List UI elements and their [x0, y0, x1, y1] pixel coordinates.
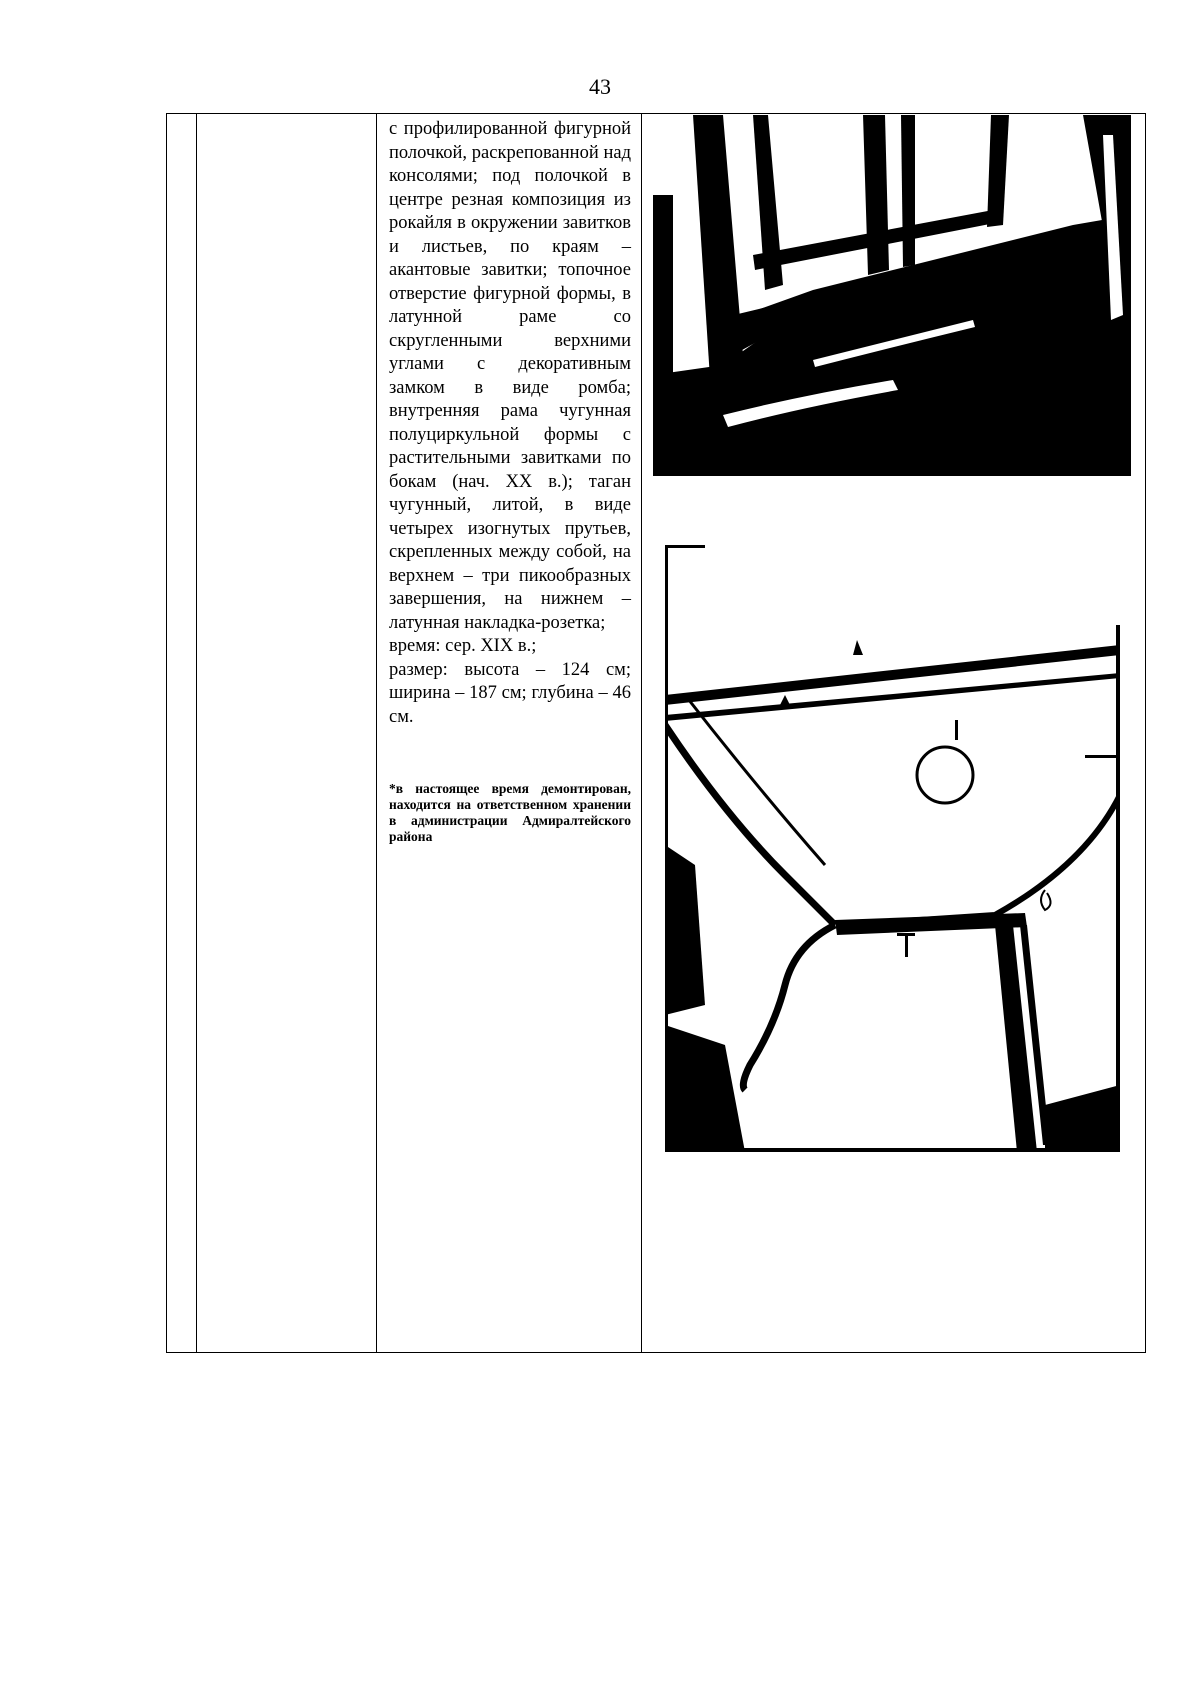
window-sill-photo	[653, 115, 1131, 476]
description-date: время: сер. XIX в.;	[389, 636, 537, 656]
name-cell	[197, 114, 377, 1353]
storage-note: *в настоящее время демонтирован, находится на ответственном хранении в администрации Адмиралтейского района	[389, 781, 631, 844]
ceiling-corner-photo	[665, 545, 1120, 1152]
description-cell	[377, 114, 642, 1353]
description-paragraph: с профилированной фигурной полочкой, раскрепованной над консолями; под полочкой в центре резная композиция из рокайля в окружении завитков и листьев, по краям – акантовые завитки; топочное отверстие фигурной формы, в латунной раме со скругленными верхними углами с декоративным замком в виде ромба; внутренняя рама чугунная полуциркульной формы с растительными завитками по бокам (нач. XX в.); таган чугунный, литой, в виде четырех изогнутых прутьев, скрепленных между собой, на верхнем – три пикообразных завершения, на нижнем – латунная накладка-розетка;	[389, 119, 631, 633]
index-cell	[167, 114, 197, 1353]
page-number: 43	[589, 74, 611, 99]
description-size: размер: высота – 124 см; ширина – 187 см; глубина – 46 см.	[389, 659, 631, 727]
